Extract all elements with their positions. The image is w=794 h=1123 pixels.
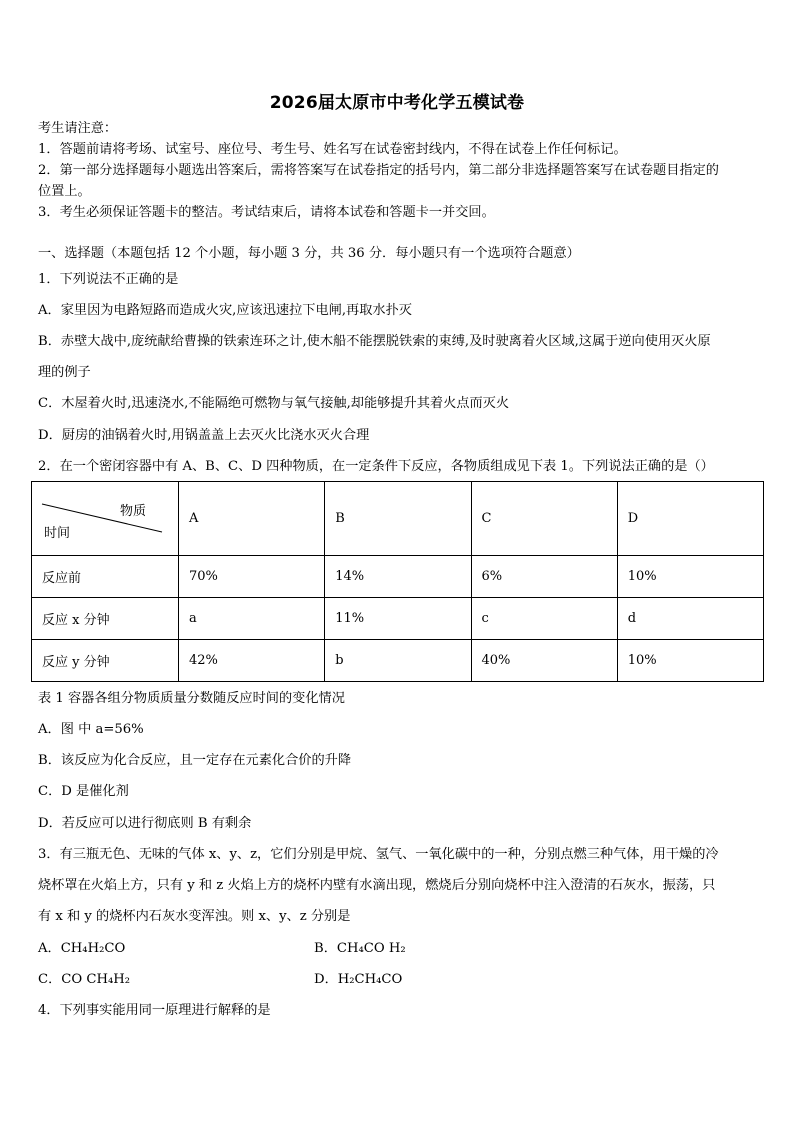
table-row bbox=[32, 556, 764, 598]
q1-stem: 1．下列说法不正确的是 bbox=[38, 272, 179, 287]
table-cell: 14% bbox=[325, 556, 471, 598]
q3-option-c: C．CO CH₄H₂ bbox=[38, 972, 131, 987]
table-col-header: B bbox=[325, 482, 471, 556]
q4-stem: 4．下列事实能用同一原理进行解释的是 bbox=[38, 1003, 271, 1018]
notice-item-2-cont: 位置上。 bbox=[38, 184, 91, 199]
table-cell: 42% bbox=[179, 640, 325, 682]
q1-option-c: C．木屋着火时,迅速浇水,不能隔绝可燃物与氧气接触,却能够提升其着火点而灭火 bbox=[38, 396, 510, 411]
q3-stem-line-3: 有 x 和 y 的烧杯内石灰水变浑浊。则 x、y、z 分别是 bbox=[38, 909, 351, 924]
table-cell: 40% bbox=[471, 640, 617, 682]
table-cell: 10% bbox=[617, 556, 763, 598]
corner-label-time: 时间 bbox=[44, 526, 71, 541]
q2-option-c: C．D 是催化剂 bbox=[38, 784, 129, 799]
table-caption: 表 1 容器各组分物质质量分数随反应时间的变化情况 bbox=[38, 691, 345, 706]
q3-option-b: B．CH₄CO H₂ bbox=[314, 941, 406, 956]
table-cell: 11% bbox=[325, 598, 471, 640]
table-col-header: C bbox=[471, 482, 617, 556]
q1-option-a: A．家里因为电路短路而造成火灾,应该迅速拉下电闸,再取水扑灭 bbox=[38, 303, 412, 318]
table-col-header: A bbox=[179, 482, 325, 556]
notice-item-3: 3．考生必须保证答题卡的整洁。考试结束后，请将本试卷和答题卡一并交回。 bbox=[38, 205, 495, 220]
q2-stem: 2．在一个密闭容器中有 A、B、C、D 四种物质，在一定条件下反应，各物质组成见下表 1。下列说法正确的是（） bbox=[38, 459, 714, 474]
q2-option-b: B．该反应为化合反应，且一定存在元素化合价的升降 bbox=[38, 753, 352, 768]
table-cell: a bbox=[179, 598, 325, 640]
table-cell: 6% bbox=[471, 556, 617, 598]
table-cell: c bbox=[471, 598, 617, 640]
table-cell: 70% bbox=[179, 556, 325, 598]
table-cell: 10% bbox=[617, 640, 763, 682]
q3-option-a: A．CH₄H₂CO bbox=[38, 941, 126, 956]
section-heading: 一、选择题（本题包括 12 个小题，每小题 3 分，共 36 分．每小题只有一个选项符合题意） bbox=[38, 246, 580, 261]
table-col-header: D bbox=[617, 482, 763, 556]
table-row bbox=[32, 640, 764, 682]
q1-option-b-cont: 理的例子 bbox=[38, 365, 91, 380]
table-cell: b bbox=[325, 640, 471, 682]
notice-item-2: 2．第一部分选择题每小题选出答案后，需将答案写在试卷指定的括号内，第二部分非选择题答案写在试卷题目指定的 bbox=[38, 163, 719, 178]
row-label: 反应 x 分钟 bbox=[32, 598, 179, 640]
q1-option-b: B．赤壁大战中,庞统献给曹操的铁索连环之计,使木船不能摆脱铁索的束缚,及时驶离着火区域,这属于逆向使用灭火原 bbox=[38, 334, 711, 349]
q2-data-table bbox=[31, 481, 764, 682]
q1-option-d: D．厨房的油锅着火时,用锅盖盖上去灭火比浇水灭火合理 bbox=[38, 428, 370, 443]
table-cell: d bbox=[617, 598, 763, 640]
table-row bbox=[32, 598, 764, 640]
q2-option-a: A．图 中 a=56% bbox=[38, 722, 144, 737]
q2-option-d: D．若反应可以进行彻底则 B 有剩余 bbox=[38, 816, 252, 831]
q3-stem-line-1: 3．有三瓶无色、无味的气体 x、y、z，它们分别是甲烷、氢气、一氧化碳中的一种，分别点燃三种气体，用干燥的冷 bbox=[38, 847, 719, 862]
q3-option-d: D．H₂CH₄CO bbox=[314, 972, 403, 987]
diagonal-line bbox=[32, 482, 178, 555]
notice-heading: 考生请注意： bbox=[38, 121, 118, 136]
page-title: 2026届太原市中考化学五模试卷 bbox=[269, 93, 525, 113]
corner-label-substance: 物质 bbox=[119, 504, 146, 519]
table-header-row bbox=[32, 482, 764, 556]
notice-item-1: 1．答题前请将考场、试室号、座位号、考生号、姓名写在试卷密封线内，不得在试卷上作任何标记。 bbox=[38, 142, 627, 157]
q3-stem-line-2: 烧杯罩在火焰上方，只有 y 和 z 火焰上方的烧杯内壁有水滴出现，燃烧后分别向烧杯中注入澄清的石灰水，振荡，只 bbox=[38, 878, 716, 893]
row-label: 反应 y 分钟 bbox=[32, 640, 179, 682]
table-corner-cell bbox=[32, 482, 179, 556]
row-label: 反应前 bbox=[32, 556, 179, 598]
